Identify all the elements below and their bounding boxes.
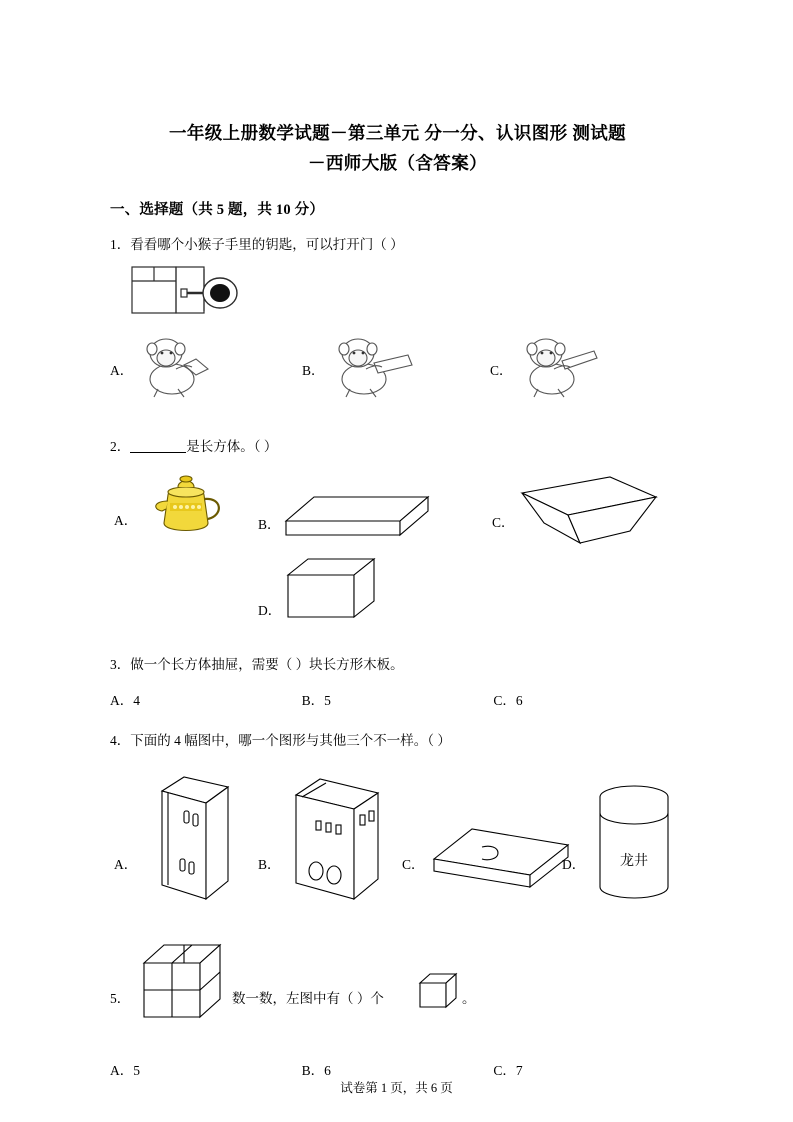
question-5-options [110, 1059, 685, 1079]
question-2-body: 是长方体。（ ） [186, 439, 278, 454]
q4-option-b-label[interactable]: B． [258, 857, 281, 872]
question-3-options [110, 689, 685, 709]
q5-option-a[interactable]: A．5 [110, 1063, 140, 1078]
page-footer: 试卷第 1 页，共 6 页 [340, 1081, 453, 1095]
unit-cube-figure [416, 969, 462, 1013]
q4-option-d-label[interactable]: D． [562, 857, 586, 872]
book-figure [144, 773, 248, 905]
q1-option-c-label[interactable]: C． [490, 363, 513, 378]
page-title [110, 118, 685, 178]
title-line-1: 一年级上册数学试题－第三单元 分一分、认识图形 测试题 [168, 123, 627, 143]
question-1-text [110, 235, 685, 255]
lock-and-key-figure [120, 263, 695, 319]
question-4-text [110, 731, 685, 751]
monkey-key-a-figure [138, 325, 228, 399]
q2-option-a-label[interactable]: A． [114, 513, 138, 528]
question-5-row [110, 965, 685, 1045]
q3-option-c[interactable]: C．6 [493, 693, 523, 708]
monkey-key-c-figure [518, 325, 618, 399]
question-4-number: 4． [110, 733, 131, 748]
frustum-figure [514, 473, 664, 551]
question-5-number: 5． [110, 991, 131, 1006]
question-2-options-row-1 [110, 465, 685, 551]
q4-option-c-label[interactable]: C． [402, 857, 425, 872]
monkey-key-b-figure [330, 325, 430, 399]
cube-figure [282, 555, 392, 627]
question-4-options-row [110, 765, 685, 925]
section-heading-choice: 一、选择题（共 5 题，共 10 分） [110, 202, 325, 218]
q2-option-c-label[interactable]: C． [492, 515, 515, 530]
question-1-options-row [110, 325, 685, 403]
q2-option-d-label[interactable]: D． [258, 603, 282, 618]
q3-option-b[interactable]: B．5 [301, 693, 331, 708]
q3-option-a[interactable]: A．4 [110, 693, 140, 708]
cube-stack-figure [138, 937, 230, 1023]
q5-option-b[interactable]: B．6 [301, 1063, 331, 1078]
question-2-text [110, 437, 685, 457]
jar-label: 龙井 [620, 854, 648, 869]
question-2-number: 2． [110, 439, 131, 454]
q4-option-a-label[interactable]: A． [114, 857, 138, 872]
page-content [110, 118, 685, 1079]
q1-option-b-label[interactable]: B． [302, 363, 325, 378]
question-4-body: 下面的 4 幅图中，哪一个图形与其他三个不一样。（ ） [130, 733, 451, 748]
question-3-number: 3． [110, 657, 131, 672]
cuboid-flat-figure [282, 487, 432, 549]
question-1-body: 看看哪个小猴子手里的钥匙，可以打开门（ ） [130, 237, 404, 252]
question-2-blank[interactable] [130, 439, 186, 453]
q5-option-c[interactable]: C．7 [493, 1063, 523, 1078]
question-1-number: 1． [110, 237, 131, 252]
question-3-text [110, 655, 685, 675]
question-5-body-before: 数一数，左图中有（ ）个 [232, 991, 384, 1006]
question-5-body-after: 。 [462, 991, 476, 1006]
question-2-options-row-2 [110, 553, 685, 631]
eraser-box-figure [428, 823, 578, 893]
milk-carton-figure [286, 775, 396, 905]
question-3-body: 做一个长方体抽屉，需要（ ）块长方形木板。 [130, 657, 404, 672]
title-line-2: －西师大版（含答案） [308, 153, 487, 173]
q1-option-a-label[interactable]: A． [110, 363, 134, 378]
q2-option-b-label[interactable]: B． [258, 517, 281, 532]
teapot-figure [138, 465, 244, 545]
tea-jar-figure [588, 783, 688, 905]
